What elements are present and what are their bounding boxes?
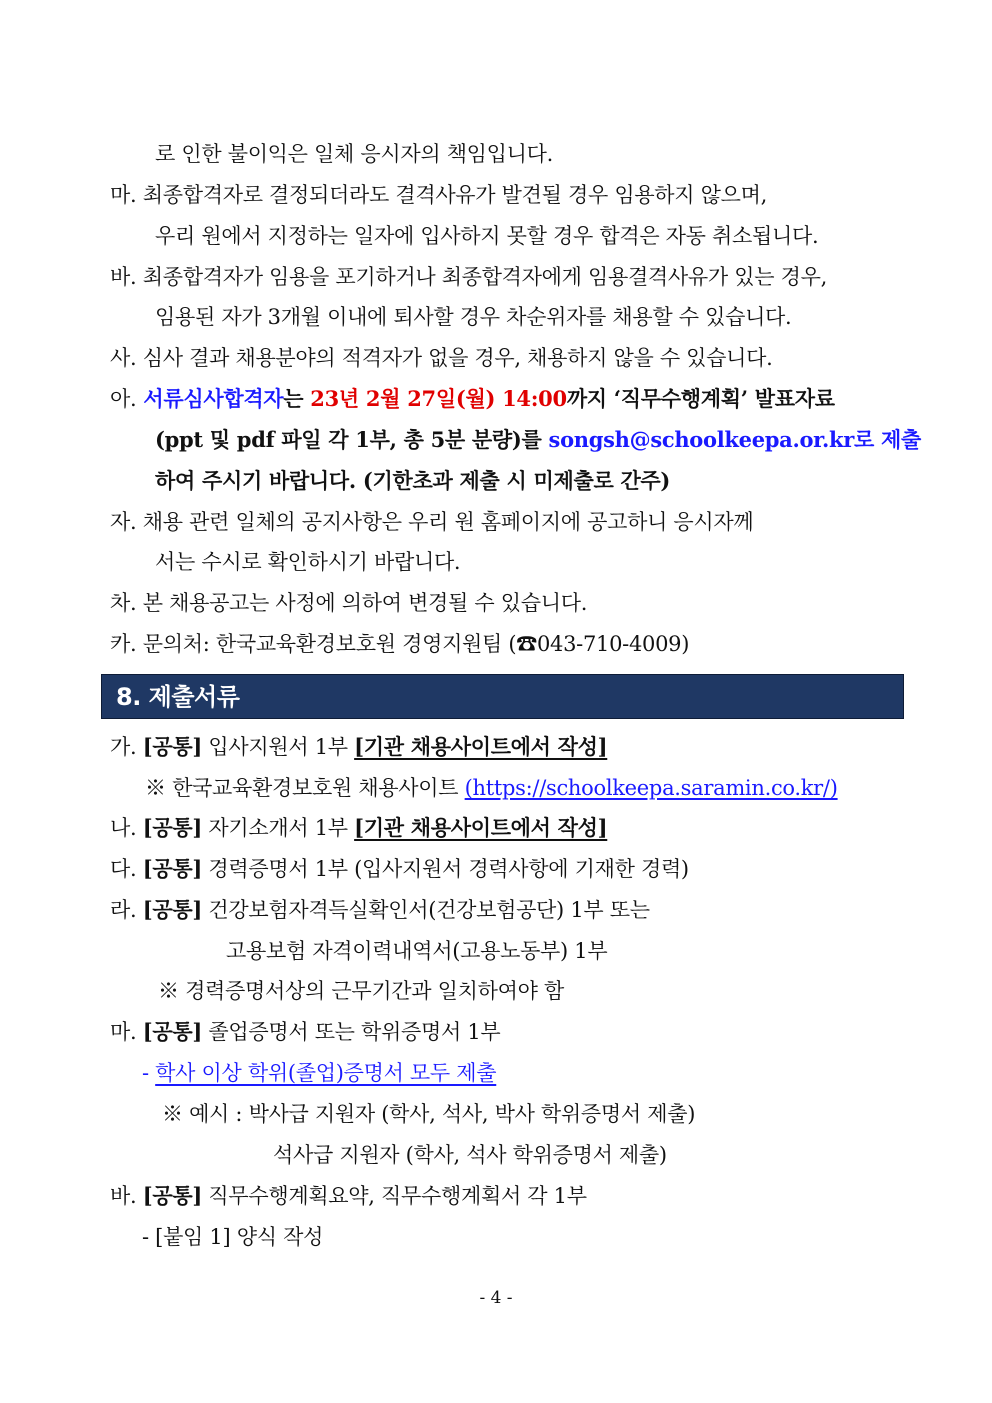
item-text: 자기소개서 1부: [202, 816, 355, 840]
section-header: [101, 674, 904, 719]
item-prefix: 바.: [110, 1184, 137, 1208]
doc-ga: [110, 732, 900, 762]
item-text: 는: [283, 386, 311, 411]
item-ba: [110, 262, 900, 292]
item-text: 경력증명서 1부 (입사지원서 경력사항에 기재한 경력): [202, 857, 689, 881]
doc-ma-ex1: ※ 예시 : 박사급 지원자 (학사, 석사, 박사 학위증명서 제출): [162, 1102, 696, 1126]
common-tag: [공통]: [142, 815, 203, 840]
doc-da: [110, 854, 900, 884]
item-text: 입사지원서 1부: [202, 735, 355, 759]
item-prefix: 다.: [110, 857, 137, 881]
item-ba-cont: 임용된 자가 3개월 이내에 퇴사할 경우 차순위자를 채용할 수 있습니다.: [155, 305, 792, 329]
doc-ma-sub: [142, 1058, 932, 1088]
item-prefix: 나.: [110, 816, 137, 840]
doc-ga-sub: [145, 773, 935, 803]
degree-note: 학사 이상 학위(졸업)증명서 모두 제출: [155, 1061, 497, 1085]
item-cha: 차. 본 채용공고는 사정에 의하여 변경될 수 있습니다.: [110, 591, 588, 615]
item-ma: [110, 180, 900, 210]
common-tag: [공통]: [142, 1183, 203, 1208]
highlight-applicants: 서류심사합격자: [143, 386, 284, 411]
doc-ma-ex2: 석사급 지원자 (학사, 석사 학위증명서 제출): [273, 1143, 667, 1167]
doc-ra-cont: 고용보험 자격이력내역서(고용노동부) 1부: [226, 939, 608, 963]
item-text: 채용 관련 일체의 공지사항은 우리 원 홈페이지에 공고하니 응시자께: [142, 510, 754, 534]
item-ma-cont: 우리 원에서 지정하는 일자에 입사하지 못할 경우 합격은 자동 취소됩니다.: [155, 224, 819, 248]
recruit-site-link[interactable]: (https://schoolkeepa.saramin.co.kr/): [464, 776, 838, 800]
item-ja: [110, 507, 900, 537]
site-note: [기관 채용사이트에서 작성]: [354, 734, 608, 759]
item-prefix: 자.: [110, 510, 137, 534]
note-text: ※ 한국교육환경보호원 채용사이트: [145, 776, 465, 800]
text-line: 로 인한 불이익은 일체 응시자의 책임입니다.: [155, 142, 553, 166]
item-prefix: 라.: [110, 898, 137, 922]
item-prefix: 바.: [110, 265, 137, 289]
deadline-date: 23년 2월 27일(월) 14:00: [310, 386, 567, 411]
item-text: 까지 ‘직무수행계획’ 발표자료: [566, 386, 835, 411]
item-text: 심사 결과 채용분야의 적격자가 없을 경우, 채용하지 않을 수 있습니다.: [142, 346, 773, 370]
doc-na: [110, 813, 900, 843]
item-prefix: 마.: [110, 1020, 137, 1044]
common-tag: [공통]: [142, 856, 203, 881]
item-ja-cont: 서는 수시로 확인하시기 바랍니다.: [155, 550, 461, 574]
item-a: [110, 384, 900, 414]
item-ka: 카. 문의처: 한국교육환경보호원 경영지원팀 (☎043-710-4009): [110, 632, 690, 656]
doc-ba-sub: - [붙임 1] 양식 작성: [142, 1225, 324, 1249]
doc-ma: [110, 1017, 900, 1047]
item-a-cont: [155, 425, 945, 455]
dash: -: [142, 1061, 156, 1085]
item-text: 최종합격자로 결정되더라도 결격사유가 발견될 경우 임용하지 않으며,: [142, 183, 767, 207]
item-prefix: 마.: [110, 183, 137, 207]
common-tag: [공통]: [142, 1019, 203, 1044]
item-sa: [110, 343, 900, 373]
doc-ra: [110, 895, 900, 925]
doc-ba: [110, 1181, 900, 1211]
item-text: 로 제출: [854, 427, 922, 452]
item-text: 최종합격자가 임용을 포기하거나 최종합격자에게 임용결격사유가 있는 경우,: [142, 265, 827, 289]
common-tag: [공통]: [142, 734, 203, 759]
item-prefix: 사.: [110, 346, 137, 370]
section-title: 8. 제출서류: [116, 683, 240, 711]
item-text: (ppt 및 pdf 파일 각 1부, 총 5분 분량)를: [155, 427, 549, 452]
doc-ra-note: ※ 경력증명서상의 근무기간과 일치하여야 함: [158, 979, 564, 1003]
item-a-cont2: 하여 주시기 바랍니다. (기한초과 제출 시 미제출로 간주): [155, 468, 671, 493]
email-address[interactable]: songsh@schoolkeepa.or.kr: [548, 427, 855, 452]
item-text: 건강보험자격득실확인서(건강보험공단) 1부 또는: [202, 898, 650, 922]
common-tag: [공통]: [142, 897, 203, 922]
page-number: - 4 -: [479, 1288, 513, 1308]
item-text: 직무수행계획요약, 직무수행계획서 각 1부: [202, 1184, 587, 1208]
item-text: 졸업증명서 또는 학위증명서 1부: [202, 1020, 501, 1044]
site-note: [기관 채용사이트에서 작성]: [354, 815, 608, 840]
item-prefix: 가.: [110, 735, 137, 759]
item-prefix: 아.: [110, 387, 137, 411]
